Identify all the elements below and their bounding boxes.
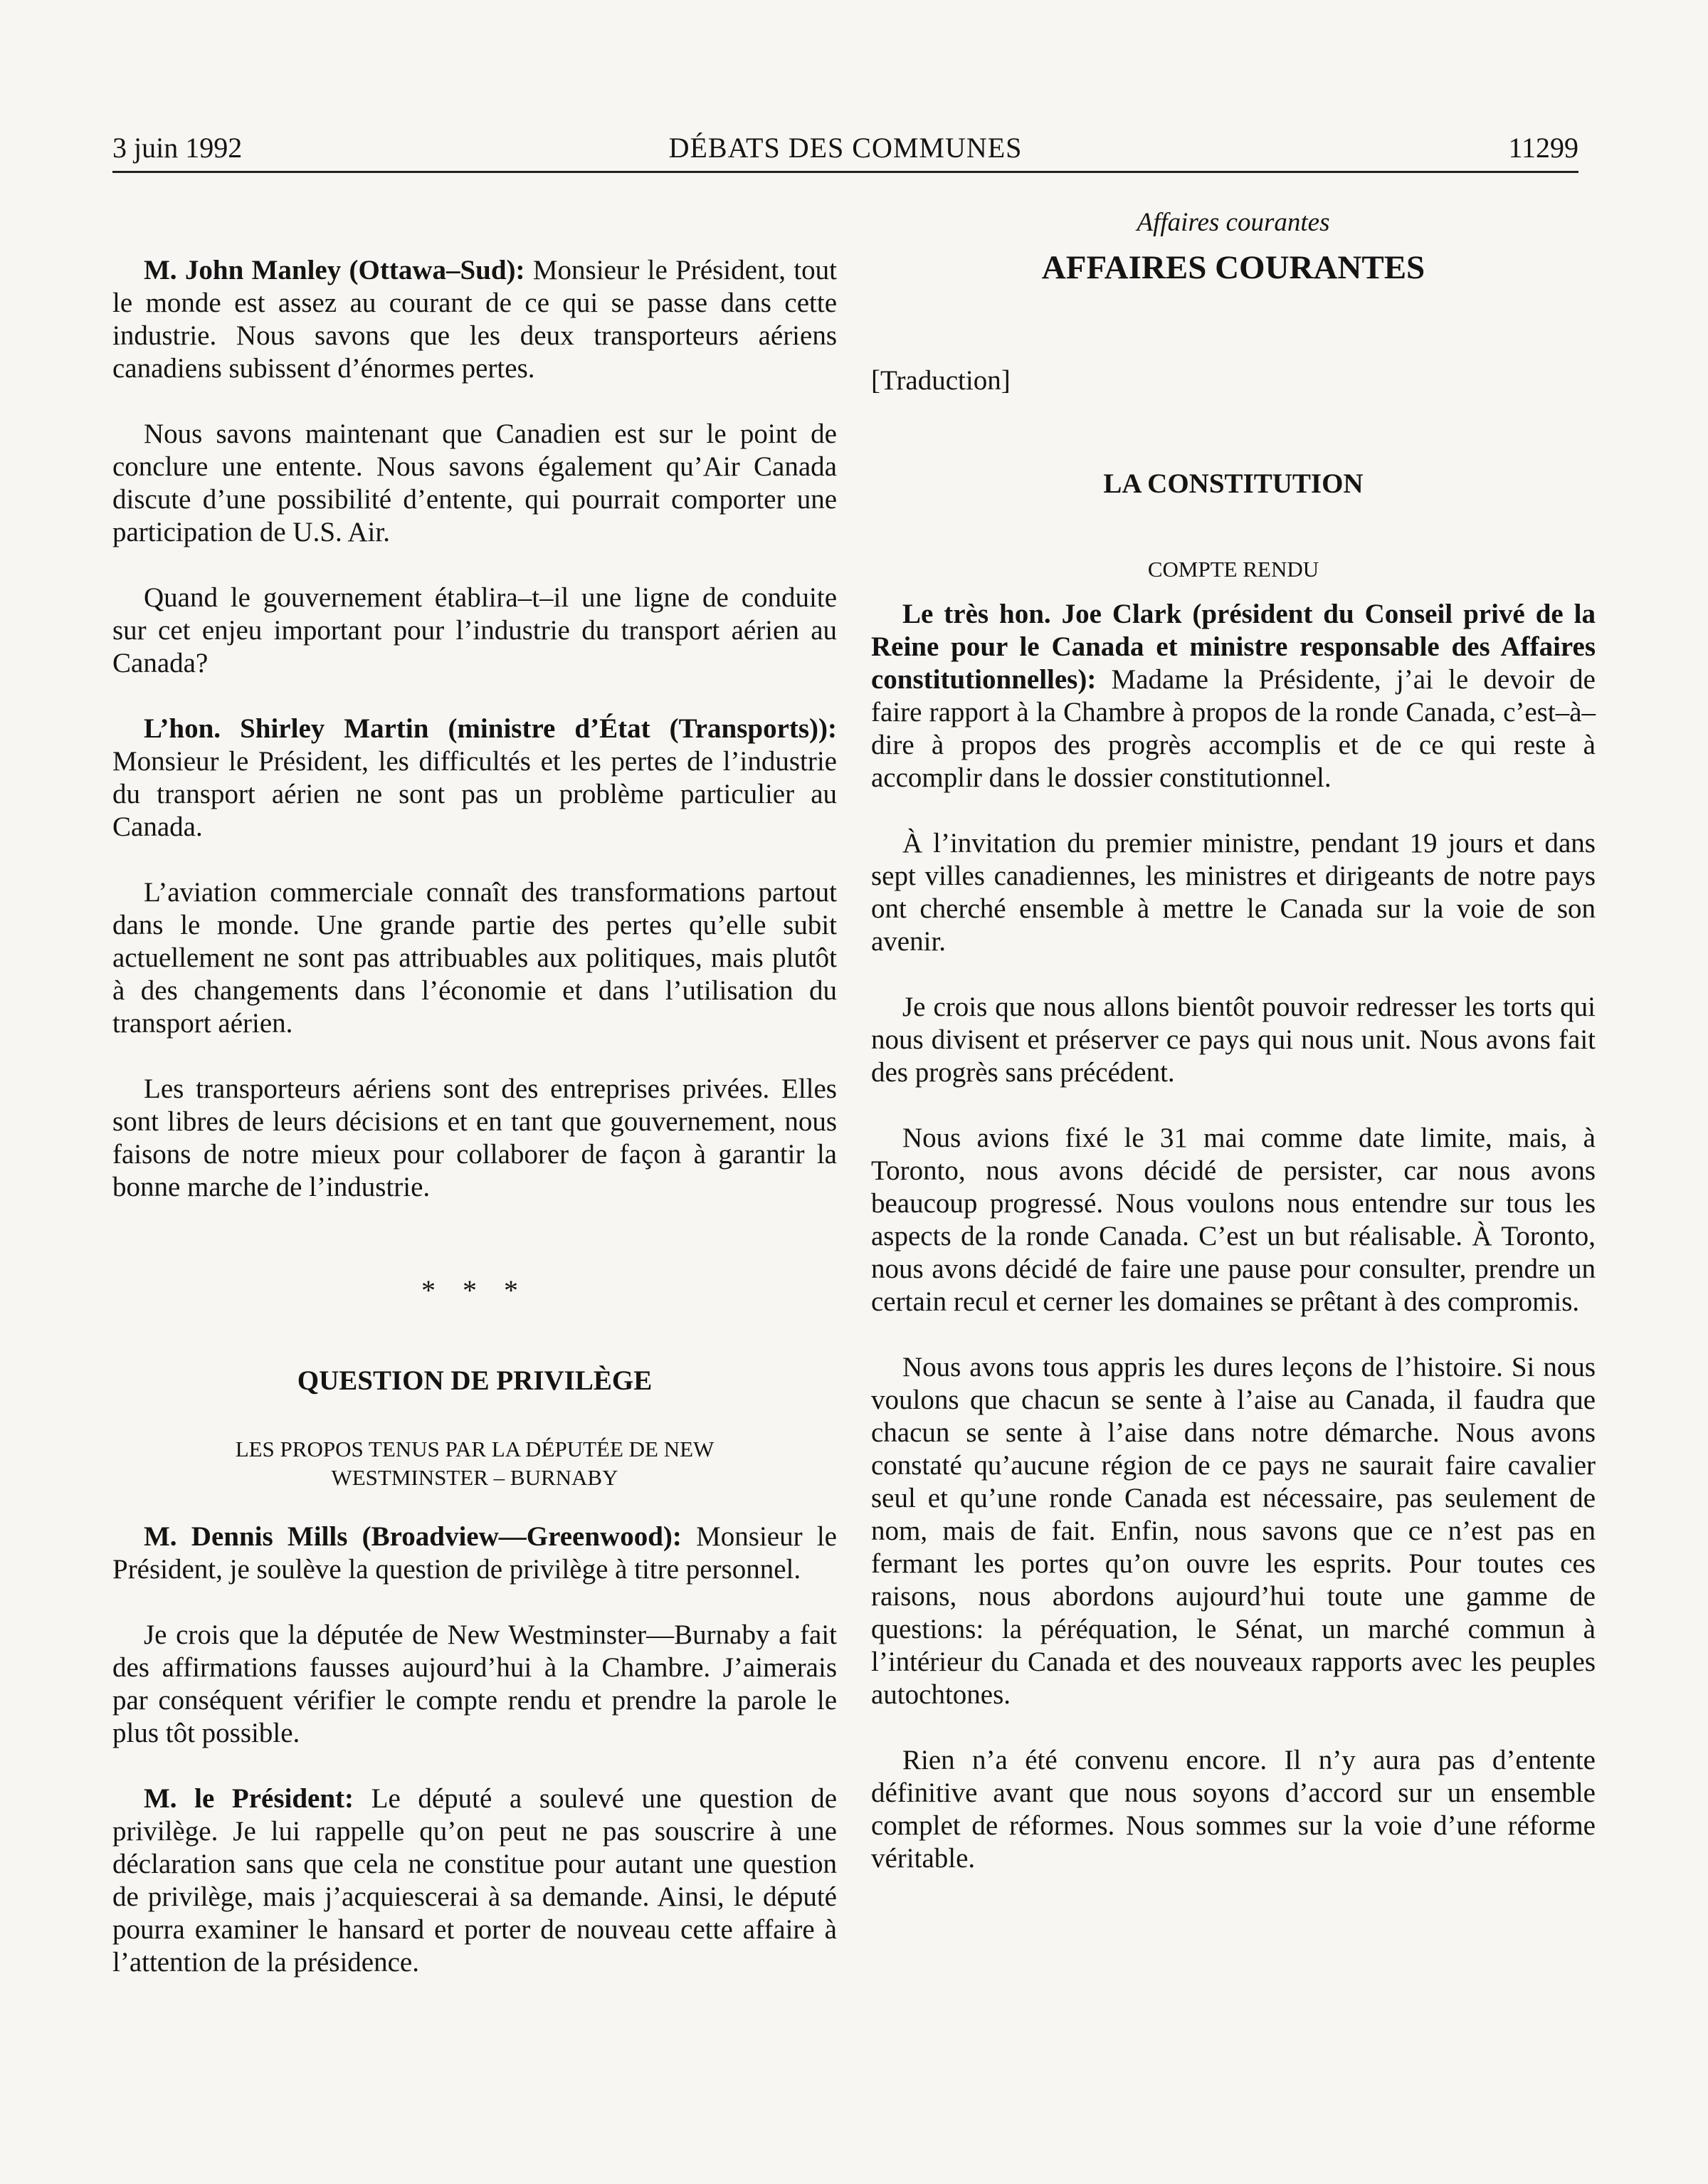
speaker-name: M. le Président: <box>144 1783 354 1814</box>
paragraph <box>112 713 837 844</box>
section-separator: * * * <box>421 1274 528 1306</box>
paragraph: Nous savons maintenant que Canadien est sur le point de conclure une entente. Nous savons également qu’Air Canada discute d’une possibilité d’entente, qui pourrait comporter une participation de U.S. Air. <box>112 419 837 547</box>
paragraph: Rien n’a été convenu encore. Il n’y aura pas d’entente définitive avant que nous soyons d’accord sur un ensemble complet de réformes. Nous sommes sur la voie d’une réforme véritable. <box>871 1745 1596 1874</box>
section-title: QUESTION DE PRIVILÈGE <box>297 1365 653 1396</box>
paragraph: Je crois que nous allons bientôt pouvoir redresser les torts qui nous divisent et préserver ce pays qui nous unit. Nous avons fait des progrès sans précédent. <box>871 992 1596 1088</box>
speaker-name: L’hon. Shirley Martin (ministre d’État (Transports)): <box>144 713 837 744</box>
subsection-line: LES PROPOS TENUS PAR LA DÉPUTÉE DE NEW <box>235 1437 715 1461</box>
paragraph: Nous avions fixé le 31 mai comme date limite, mais, à Toronto, nous avons décidé de persister, car nous avons beaucoup progressé. Nous voulons nous entendre sur tous les aspects de la ronde Canada. C’est un but réalisable. À Toronto, nous avons décidé de faire une pause pour consulter, prendre un certain recul et cerner les domaines se prêtant à des compromis. <box>871 1123 1596 1317</box>
translation-note: [Traduction] <box>871 365 1011 396</box>
speaker-name: Le très hon. Joe Clark (président du Conseil privé de la Reine pour le Canada et ministre responsable des Affaires constitutionnelles): <box>871 599 1596 695</box>
header-date: 3 juin 1992 <box>112 132 243 164</box>
paragraph <box>112 254 837 385</box>
paragraph <box>871 598 1596 794</box>
subsection-line: WESTMINSTER – BURNABY <box>331 1465 618 1490</box>
paragraph: Je crois que la députée de New Westminster—Burnaby a fait des affirmations fausses aujourd’hui à la Chambre. J’aimerais par conséquent vérifier le compte rendu et prendre la parole le plus tôt possible. <box>112 1619 837 1748</box>
page-header <box>112 127 1578 169</box>
paragraph <box>112 1783 837 1979</box>
speech-text: Monsieur le Président, tout le monde est assez au courant de ce qui se passe dans cette industrie. Nous savons que les deux transporteurs aériens canadiens subissent d’énormes pertes. <box>112 255 838 384</box>
section-title: LA CONSTITUTION <box>1103 468 1364 499</box>
paragraph: À l’invitation du premier ministre, pendant 19 jours et dans sept villes canadiennes, les ministres et dirigeants de notre pays ont cherché ensemble à mettre le Canada sur la voie de son avenir. <box>871 828 1596 957</box>
paragraph: Les transporteurs aériens sont des entreprises privées. Elles sont libres de leurs décisions et en tant que gouvernement, nous faisons de notre mieux pour collaborer de façon à garantir la bonne marche de l’industrie. <box>112 1073 837 1202</box>
speech-text: Le député a soulevé une question de privilège. Je lui rappelle qu’on peut ne pas souscrire à une déclaration sans que cela ne constitue pour autant une question de privilège, mais j’acquiescerai à sa demande. Ainsi, le député pourra examiner le hansard et porter de nouveau cette affaire à l’attention de la présidence. <box>112 1783 838 1978</box>
left-column <box>112 185 837 1979</box>
main-title: AFFAIRES COURANTES <box>1041 249 1425 286</box>
speaker-name: M. Dennis Mills (Broadview—Greenwood): <box>144 1521 682 1552</box>
paragraph: L’aviation commerciale connaît des transformations partout dans le monde. Une grande partie des pertes qu’elle subit actuellement ne sont pas attribuables aux politiques, mais plutôt à des changements dans l’économie et dans l’utilisation du transport aérien. <box>112 877 837 1039</box>
speech-text: Monsieur le Président, les difficultés et les pertes de l’industrie du transport aérien ne sont pas un problème particulier au Canada. <box>112 746 837 842</box>
paragraph: Nous avons tous appris les dures leçons de l’histoire. Si nous voulons que chacun se sente à l’aise au Canada, il faudra que chacun se sente à l’aise dans notre démarche. Nous avons constaté qu’aucune région de ce pays ne saurait faire cavalier seul et qu’une ronde Canada est nécessaire, pas seulement de nom, mais de fait. Enfin, nous savons que ce n’est pas en fermant les portes qu’on ouvre les esprits. Pour toutes ces raisons, nous abordons aujourd’hui toute une gamme de questions: la péréquation, le Sénat, un marché commun à l’intérieur du Canada et des nouveaux rapports avec les peuples autochtones. <box>871 1352 1596 1710</box>
subsection-title: COMPTE RENDU <box>1147 557 1319 582</box>
speech-text: Madame la Présidente, j’ai le devoir de faire rapport à la Chambre à propos de la ronde Canada, c’est–à–dire à propos des progrès accomplis et de ce qui reste à accomplir dans le dossier constitutionnel. <box>871 664 1596 793</box>
paragraph: Quand le gouvernement établira–t–il une ligne de conduite sur cet enjeu important pour l’industrie du transport aérien au Canada? <box>112 582 837 678</box>
right-column <box>871 185 1596 1875</box>
speech-text: Monsieur le Président, je soulève la question de privilège à titre personnel. <box>112 1521 837 1585</box>
header-page-number: 11299 <box>1508 132 1578 164</box>
running-head: Affaires courantes <box>1137 208 1330 237</box>
header-rule <box>112 171 1578 173</box>
speaker-name: M. John Manley (Ottawa–Sud): <box>144 255 525 285</box>
header-title: DÉBATS DES COMMUNES <box>668 132 1023 164</box>
paragraph <box>112 1521 837 1586</box>
